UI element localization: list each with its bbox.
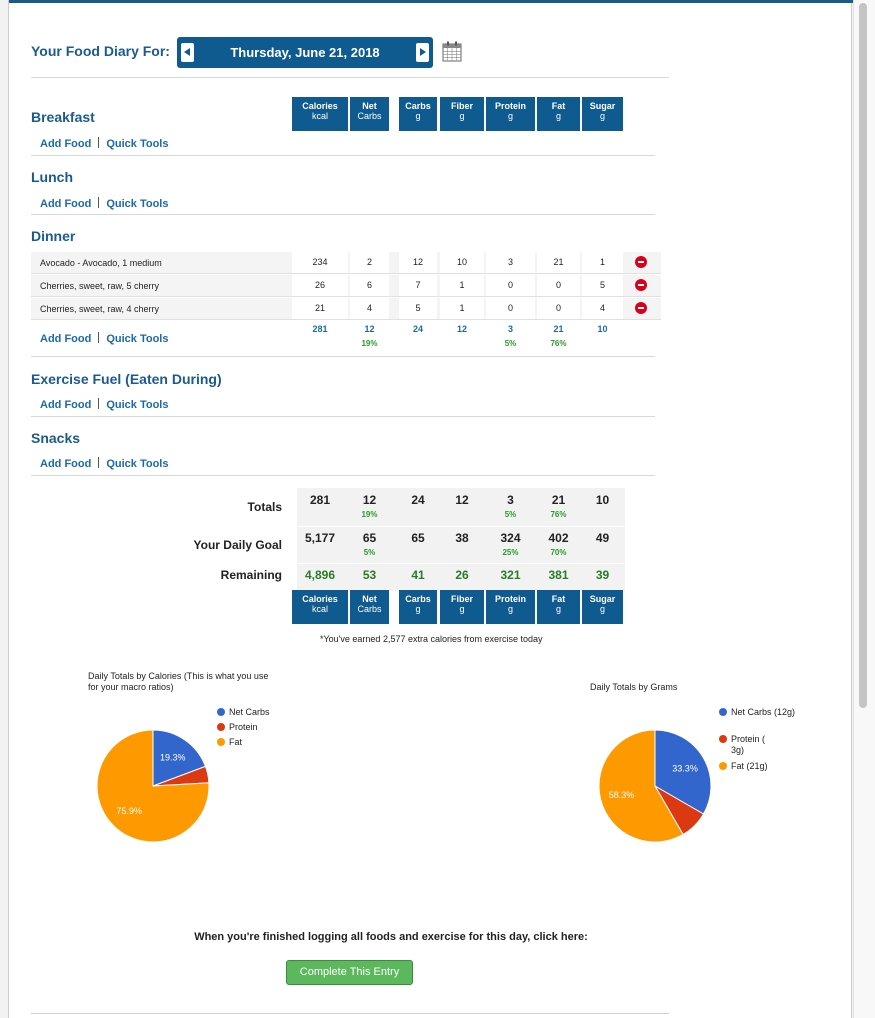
breakfast-links (40, 137, 168, 150)
food-cell: 26 (292, 275, 348, 296)
diary-date: Thursday, June 21, 2018 (230, 45, 380, 60)
lunch-divider (31, 214, 655, 215)
meal-title-dinner: Dinner (31, 228, 76, 244)
column-header-3 (440, 97, 484, 131)
food-cell: 10 (440, 252, 484, 273)
totals-value-percent: 76% (550, 510, 567, 519)
goal-value-percent: 70% (550, 548, 567, 557)
remaining-value: 39 (595, 568, 610, 582)
delete-entry-icon[interactable] (635, 302, 647, 314)
prev-day-button[interactable] (181, 43, 194, 62)
scrollbar-thumb[interactable] (859, 3, 867, 708)
food-cell: 12 (399, 252, 437, 273)
totals-value: 3 (507, 493, 514, 507)
legend-dot-protein (217, 723, 225, 731)
goal-value-percent: 25% (502, 548, 519, 557)
legend-label-protein-value: 3g) (731, 745, 745, 755)
meal-title-snacks: Snacks (31, 430, 81, 446)
remaining-value: 26 (455, 568, 469, 582)
finish-instructions: When you're finished logging all foods and exercise for this day, click here: (194, 931, 588, 943)
food-cell: 4 (582, 298, 623, 319)
totals-value-percent: 5% (504, 510, 517, 519)
food-name[interactable]: Avocado - Avocado, 1 medium (40, 258, 162, 268)
column-header-unit: g (507, 604, 513, 614)
column-header-2 (399, 97, 437, 131)
legend-label-protein: Protein (229, 722, 258, 732)
dinner-total-percent: 5% (504, 339, 517, 348)
exercise-divider (31, 416, 655, 417)
remaining-value: 381 (548, 568, 569, 582)
food-row[interactable] (31, 298, 661, 320)
add-food-link[interactable]: Add Food (40, 458, 92, 470)
link-separator (98, 332, 99, 343)
pie-data-label: 75.9% (116, 806, 142, 817)
goal-value: 5,177 (304, 531, 336, 545)
exercise-note: *You've earned 2,577 extra calories from exercise today (320, 634, 543, 644)
column-header-name: Carbs (405, 594, 431, 604)
food-cell: 0 (486, 298, 535, 319)
totals-label: Totals (247, 500, 282, 514)
top-bar (9, 0, 853, 3)
pie-chart-grams (581, 720, 721, 850)
delete-entry-icon[interactable] (635, 256, 647, 268)
column-header-5 (537, 97, 580, 131)
quick-tools-link[interactable]: Quick Tools (106, 333, 169, 345)
meal-title-exercise: Exercise Fuel (Eaten During) (31, 371, 222, 387)
pie-data-label: 58.3% (608, 790, 635, 801)
pie-chart-calories (79, 720, 219, 850)
food-cell: 1 (440, 298, 484, 319)
food-name[interactable]: Cherries, sweet, raw, 5 cherry (40, 281, 160, 291)
column-header-name: Protein (494, 594, 526, 604)
dinner-total-value: 12 (364, 324, 375, 334)
quick-tools-link[interactable]: Quick Tools (106, 198, 169, 210)
totals-value: 21 (551, 493, 566, 507)
totals-value: 10 (595, 493, 610, 507)
food-cell: 1 (582, 252, 623, 273)
date-navigator (177, 37, 433, 68)
goal-value: 65 (411, 531, 425, 545)
food-cell: 7 (399, 275, 437, 296)
column-header-6 (582, 97, 623, 131)
remaining-label: Remaining (220, 568, 282, 582)
totals-value: 24 (411, 493, 425, 507)
food-name[interactable]: Cherries, sweet, raw, 4 cherry (40, 304, 160, 314)
column-header-unit: g (459, 604, 465, 614)
column-header-unit: kcal (311, 111, 328, 121)
food-row[interactable] (31, 252, 661, 274)
lunch-links (40, 197, 168, 210)
food-cell: 0 (537, 275, 580, 296)
totals-value: 281 (309, 493, 331, 507)
quick-tools-link[interactable]: Quick Tools (106, 458, 169, 470)
column-header-unit: Carbs (357, 604, 382, 614)
legend-dot-net-carbs (719, 708, 727, 716)
remaining-value: 321 (500, 568, 521, 582)
legend-label-net-carbs: Net Carbs (229, 707, 270, 717)
column-header-name: Fat (551, 101, 566, 111)
food-cell: 4 (350, 298, 389, 319)
column-header-unit: Carbs (357, 111, 382, 121)
column-header-2 (399, 590, 437, 624)
column-header-unit: g (599, 111, 605, 121)
column-header-name: Sugar (589, 594, 616, 604)
column-header-unit: g (507, 111, 513, 121)
remaining-value: 53 (362, 568, 377, 582)
add-food-link[interactable]: Add Food (40, 198, 92, 210)
column-header-unit: g (459, 111, 465, 121)
column-header-name: Sugar (589, 101, 616, 111)
totals-row-divider (297, 563, 625, 564)
dinner-links (40, 332, 168, 345)
legend-dot-fat (719, 762, 727, 770)
remaining-value: 41 (411, 568, 425, 582)
column-header-name: Fiber (450, 101, 473, 111)
next-day-button[interactable] (416, 43, 429, 62)
column-header-4 (486, 97, 535, 131)
link-separator (98, 197, 99, 208)
dinner-total-value: 24 (412, 324, 423, 334)
header-divider (31, 77, 669, 78)
food-row[interactable] (31, 275, 661, 297)
food-cell: 21 (292, 298, 348, 319)
column-header-6 (582, 590, 623, 624)
column-header-name: Net (362, 594, 377, 604)
totals-value: 12 (362, 493, 377, 507)
dinner-total-value: 3 (507, 324, 513, 334)
exercise-links (40, 398, 168, 411)
column-header-unit: kcal (311, 604, 328, 614)
food-cell: 5 (582, 275, 623, 296)
column-header-unit: g (415, 111, 421, 121)
quick-tools-link[interactable]: Quick Tools (106, 138, 169, 150)
totals-value-percent: 19% (361, 510, 378, 519)
goal-value: 49 (595, 531, 610, 545)
calendar-icon[interactable] (442, 41, 462, 62)
dinner-total-value: 12 (456, 324, 467, 334)
complete-entry-button[interactable]: Complete This Entry (286, 960, 413, 985)
column-header-3 (440, 590, 484, 624)
column-header-0 (292, 590, 348, 624)
meal-title-lunch: Lunch (31, 169, 73, 185)
dinner-total-percent: 76% (550, 339, 567, 348)
pie-data-label: 33.3% (672, 763, 698, 774)
food-cell: 3 (486, 252, 535, 273)
goal-value: 65 (362, 531, 377, 545)
remaining-value: 4,896 (304, 568, 336, 582)
quick-tools-link[interactable]: Quick Tools (106, 399, 169, 411)
column-header-unit: g (415, 604, 421, 614)
dinner-total-value: 281 (312, 324, 328, 334)
food-cell: 6 (350, 275, 389, 296)
add-food-link[interactable]: Add Food (40, 138, 92, 150)
food-cell: 234 (292, 252, 348, 273)
legend-label-fat: Fat (21g) (731, 761, 768, 771)
column-header-name: Protein (494, 101, 526, 111)
daily-goal-label: Your Daily Goal (193, 538, 282, 552)
totals-value: 12 (455, 493, 469, 507)
snacks-divider (31, 475, 655, 476)
chart-title-grams: Daily Totals by Grams (590, 682, 678, 692)
diary-label: Your Food Diary For: (31, 43, 170, 59)
link-separator (98, 457, 99, 468)
legend-dot-fat (217, 738, 225, 746)
goal-value-percent: 5% (363, 548, 376, 557)
legend-label-net-carbs: Net Carbs (12g) (731, 707, 796, 717)
add-food-link[interactable]: Add Food (40, 399, 92, 411)
food-cell: 0 (537, 298, 580, 319)
column-header-1 (350, 590, 389, 624)
legend-label-fat: Fat (229, 737, 243, 747)
column-header-name: Calories (302, 101, 338, 111)
column-header-name: Fat (551, 594, 566, 604)
snacks-links (40, 457, 168, 470)
dinner-total-value: 21 (553, 324, 564, 334)
bottom-divider (31, 1013, 669, 1014)
column-header-name: Fiber (450, 594, 473, 604)
legend-dot-protein (719, 735, 727, 743)
dinner-total-value: 10 (597, 324, 608, 334)
goal-value: 402 (548, 531, 569, 545)
goal-value: 324 (500, 531, 521, 545)
link-separator (98, 398, 99, 409)
column-header-name: Net (362, 101, 377, 111)
legend-label-protein: Protein ( (731, 734, 766, 744)
breakfast-divider (31, 155, 655, 156)
column-header-name: Carbs (405, 101, 431, 111)
dinner-divider (31, 356, 655, 357)
food-cell: 1 (440, 275, 484, 296)
column-header-unit: g (555, 604, 561, 614)
scrollbar[interactable] (853, 0, 875, 1018)
legend-dot-net-carbs (217, 708, 225, 716)
food-cell: 21 (537, 252, 580, 273)
column-header-1 (350, 97, 389, 131)
delete-entry-icon[interactable] (635, 279, 647, 291)
column-header-0 (292, 97, 348, 131)
chart-title-calories: Daily Totals by Calories (This is what you use for your macro ratios) (88, 671, 269, 692)
link-separator (98, 137, 99, 148)
column-header-5 (537, 590, 580, 624)
column-header-name: Calories (302, 594, 338, 604)
meal-title-breakfast: Breakfast (31, 109, 95, 125)
column-header-4 (486, 590, 535, 624)
pie-data-label: 19.3% (160, 752, 186, 763)
food-cell: 5 (399, 298, 437, 319)
add-food-link[interactable]: Add Food (40, 333, 92, 345)
column-header-unit: g (599, 604, 605, 614)
food-cell: 0 (486, 275, 535, 296)
food-cell: 2 (350, 252, 389, 273)
page (8, 0, 852, 1018)
totals-row-divider (297, 526, 625, 527)
dinner-total-percent: 19% (361, 339, 378, 348)
goal-value: 38 (455, 531, 469, 545)
column-header-unit: g (555, 111, 561, 121)
